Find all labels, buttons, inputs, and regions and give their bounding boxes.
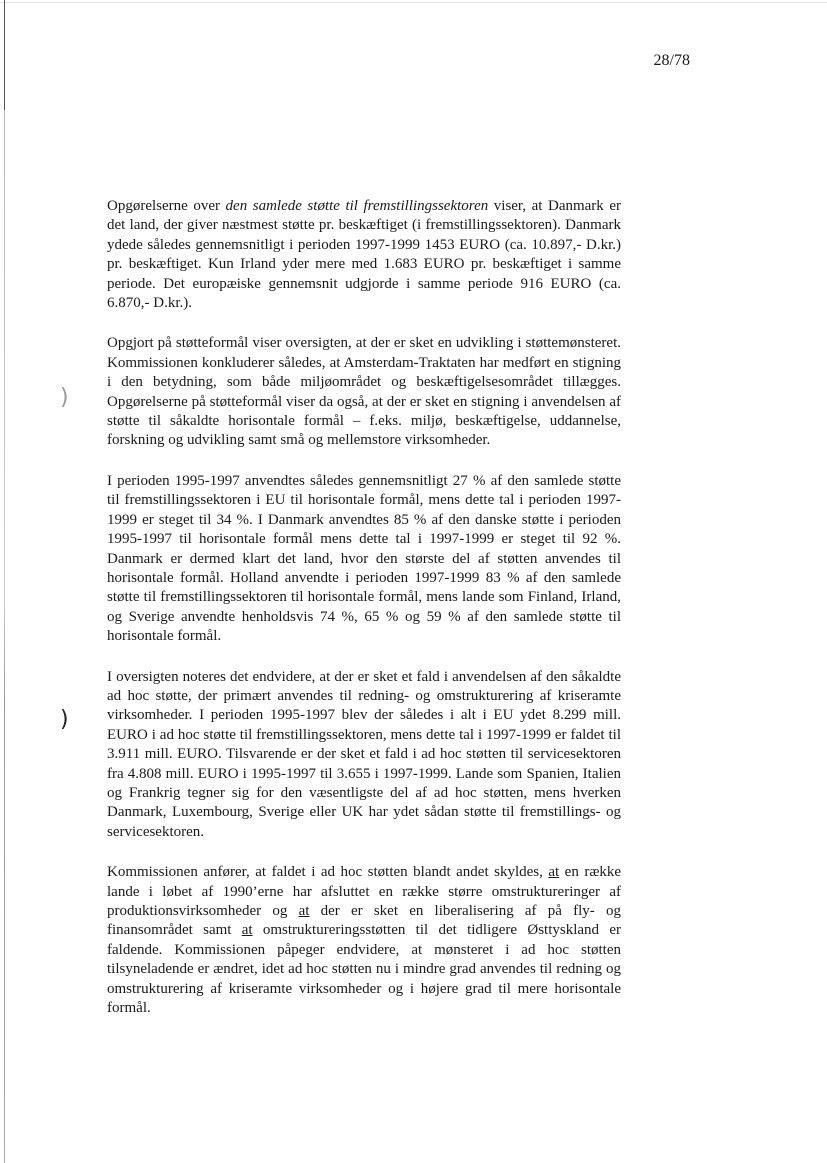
paragraph-5 [107, 863, 621, 1018]
paragraph-text: Kommissionen anfører, at faldet i ad hoc støtten blandt andet skyldes, [107, 864, 549, 881]
paragraph-text: en række lande i løbet af 1990’erne har afsluttet en række større omstruktureringer af produktionsvirksomheder og [107, 864, 621, 919]
page-number: 28/78 [653, 52, 690, 69]
body-text [107, 197, 621, 1018]
paragraph-4: I oversigten noteres det endvidere, at der er sket et fald i anvendelsen af den såkaldte ad hoc støtte, der primært anvendes til redning- og omstrukturering af kriseramte virksomheder. I perioden 1995-1997 blev der således i alt i EU ydet 8.299 mill. EURO i ad hoc støtte til fremstillingssektoren, mens dette tal i 1997-1999 er faldet til 3.911 mill. EURO. Tilsvarende er der sket et fald i ad hoc støtten til servicesektoren fra 4.808 mill. EURO i 1995-1997 til 3.655 i 1997-1999. Lande som Spanien, Italien og Frankrig tegner sig for den væsentligste del af ad hoc støtten, mens hverken Danmark, Luxembourg, Sverige eller UK har ydet sådan støtte til fremstillings- og servicesektoren. [107, 668, 621, 840]
underlined-text: at [241, 922, 253, 939]
paragraph-1 [107, 197, 621, 313]
paragraph-3: I perioden 1995-1997 anvendtes således gennemsnitligt 27 % af den samlede støtte til fremstillingssektoren i EU til horisontale formål, mens dette tal i perioden 1997-1999 er steget til 34 %. I Danmark anvendtes 85 % af den danske støtte i perioden 1995-1997 til horisontale formål mens dette tal i 1997-1999 er steget til 92 %. Danmark er dermed klart det land, hvor den største del af støtten anvendes til horisontale formål. Holland anvendte i perioden 1997-1999 83 % af den samlede støtte til fremstillingssektoren til horisontale formål, mens lande som Finland, Irland, og Sverige anvendte henholdsvis 74 %, 65 % og 59 % af den samlede støtte til horisontale formål. [107, 472, 621, 645]
scan-top-edge [0, 2, 827, 3]
paragraph-text: omstruktureringsstøtten til det tidligere Østtyskland er faldende. Kommissionen påpeger endvidere, at mønsteret i ad hoc støtten tilsyneladende er ændret, idet ad hoc støtten nu i mindre grad anvendes til redning og omstrukturering af kriseramte virksomheder og i højere grad til mere horisontale formål. [107, 922, 621, 1017]
underlined-text: at [548, 864, 560, 881]
punch-hole-mark: ) [60, 385, 69, 410]
emphasis-text: den samlede støtte til fremstillingssektoren [225, 198, 489, 214]
paragraph-text: viser, at Danmark er det land, der giver næstmest støtte pr. beskæftiget (i fremstillingssektoren). Danmark ydede således gennemsnitligt i perioden 1997-1999 1453 EURO (ca. 10.897,- D.kr.) pr. beskæftiget. Kun Irland yder mere med 1.683 EURO pr. beskæftiget i samme periode. Det europæiske gennemsnit udgjorde i samme periode 916 EURO (ca. 6.870,- D.kr.). [107, 198, 621, 312]
scan-left-edge [4, 0, 5, 1163]
punch-hole-mark: ) [60, 707, 69, 732]
paragraph-text: Opgørelserne over [107, 198, 226, 214]
paragraph-text: der er sket en liberalisering af på fly- og finansområdet samt [107, 903, 621, 939]
paragraph-2: Opgjort på støtteformål viser oversigten, at der er sket en udvikling i støttemønsteret. Kommissionen konkluderer således, at Amsterdam-Traktaten har medført en stigning i den betydning, som både miljøområdet og beskæftigelsesområdet tillægges. Opgørelserne på støtteformål viser da også, at der er sket en stigning i anvendelsen af støtte til såkaldte horisontale formål – f.eks. miljø, beskæftigelse, uddannelse, forskning og udvikling samt små og mellemstore virksomheder. [107, 335, 621, 449]
underlined-text: at [298, 903, 310, 919]
